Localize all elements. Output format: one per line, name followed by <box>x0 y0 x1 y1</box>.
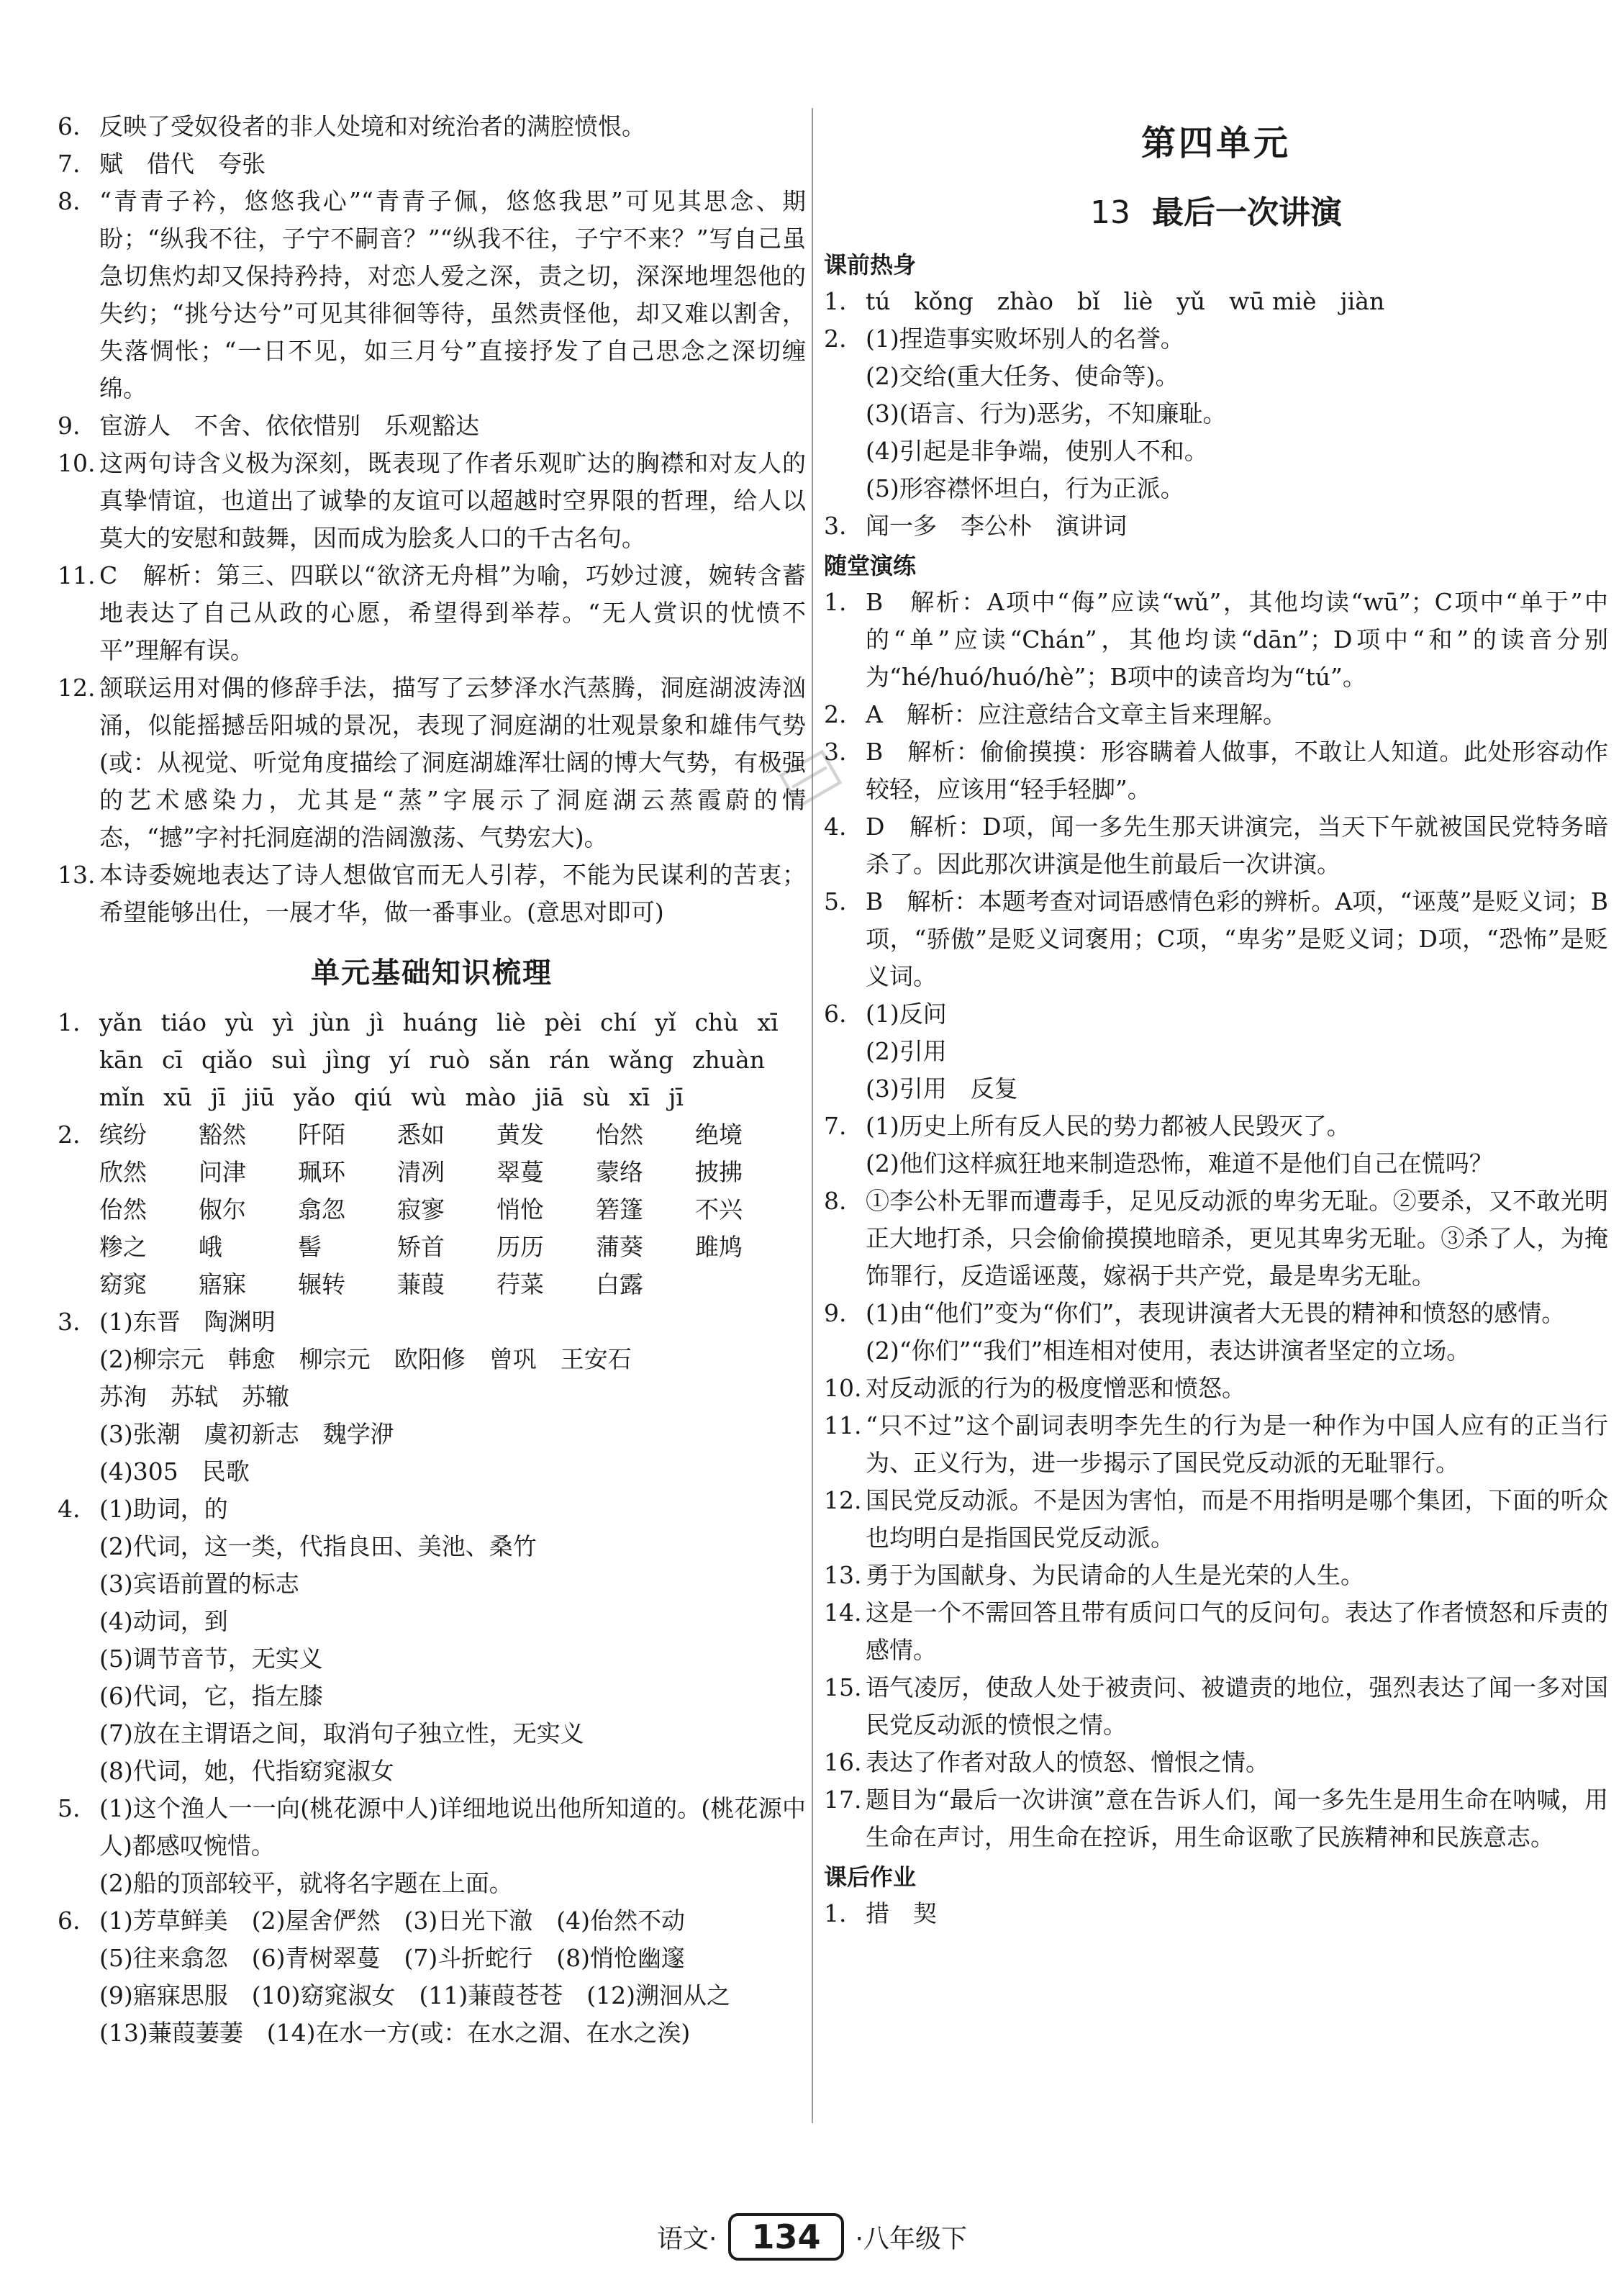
item-text: (1)助词，的 <box>99 1495 228 1523</box>
item-number: 2. <box>824 325 847 353</box>
pinyin-token: sù <box>582 1083 610 1111</box>
word-token: 清冽 <box>397 1158 445 1186</box>
word-token: 辗转 <box>298 1270 345 1298</box>
word-token: 糁之 <box>99 1233 147 1261</box>
item-text: (5)形容襟怀坦白，行为正派。 <box>866 474 1184 502</box>
item-text: (13)蒹葭萋萋 (14)在水一方(或：在水之湄、在水之涘) <box>99 2019 691 2047</box>
pinyin-token: mào <box>465 1083 517 1111</box>
item-text: B 解析：本题考查对词语感情色彩的辨析。A项，“诬蔑”是贬义词；B项，“骄傲”是贬义词褒用；C项，“卑劣”是贬义词；D项，“恐怖”是贬义词。 <box>866 887 1608 990</box>
item-text: (1)历史上所有反人民的势力都被人民毁灭了。 <box>866 1112 1351 1140</box>
answer-item <box>824 696 1608 733</box>
footer-grade: ·八年级下 <box>855 2224 967 2254</box>
item-number: 9. <box>58 412 81 440</box>
pinyin-token: jī <box>210 1083 226 1111</box>
item-text: (3)(语言、行为)恶劣，不知廉耻。 <box>866 399 1227 428</box>
answer-item <box>824 320 1608 507</box>
words-list <box>99 1116 806 1303</box>
answer-item <box>824 995 1608 1108</box>
footer-subject: 语文· <box>657 2224 717 2254</box>
answer-item <box>58 183 806 407</box>
answer-item <box>824 883 1608 995</box>
answer-item <box>58 557 806 669</box>
answer-item <box>824 1895 1608 1932</box>
item-text: 勇于为国献身、为民请命的人生是光荣的人生。 <box>866 1561 1364 1589</box>
word-token: 披拂 <box>695 1158 743 1186</box>
word-token: 窈窕 <box>99 1270 147 1298</box>
word-token: 峨 <box>199 1233 222 1261</box>
answer-item <box>58 407 806 445</box>
word-token: 蒹葭 <box>397 1270 445 1298</box>
item-number: 8. <box>58 187 81 215</box>
word-token: 缤纷 <box>99 1121 147 1149</box>
answer-item <box>58 1491 806 1790</box>
pinyin-token: jùn <box>312 1008 350 1036</box>
word-token: 寂寥 <box>397 1195 445 1224</box>
item-text: “青青子衿，悠悠我心”“青青子佩，悠悠我思”可见其思念、期盼；“纵我不往，子宁不嗣音？”“纵我不往，子宁不来？”写自己虽急切焦灼却又保持矜持，对恋人爱之深，责之切，深深地埋怨他的失约；“挑兮达兮”可见其徘徊等待，虽然责怪他，却又难以割舍，失落惆怅；“一日不见，如三月兮”直接抒发了自己思念之深切缠绵。 <box>99 187 806 402</box>
word-token: 白露 <box>596 1270 643 1298</box>
item-number: 11. <box>824 1411 862 1439</box>
item-text: (2)他们这样疯狂地来制造恐怖，难道不是他们自己在慌吗？ <box>866 1149 1493 1177</box>
word-token: 蒲葵 <box>596 1233 643 1261</box>
answer-item <box>824 733 1608 808</box>
pinyin-token: yǐ <box>655 1008 676 1036</box>
pinyin-token: liè <box>496 1008 526 1036</box>
item-text: (3)引用 反复 <box>866 1075 1018 1103</box>
item-text: (8)代词，她，代指窈窕淑女 <box>99 1757 394 1785</box>
item-text: (1)芳草鲜美 (2)屋舍俨然 (3)日光下澈 (4)佁然不动 <box>99 1907 685 1935</box>
item-text: 这是一个不需回答且带有质问口气的反问句。表达了作者愤怒和斥责的感情。 <box>866 1598 1608 1664</box>
item-text: (9)寤寐思服 (10)窈窕淑女 (11)蒹葭苍苍 (12)溯洄从之 <box>99 1981 730 2009</box>
answer-item <box>824 1594 1608 1669</box>
words-item <box>58 1116 806 1303</box>
pinyin-token: jiā <box>535 1083 564 1111</box>
pinyin-token: pèi <box>544 1008 582 1036</box>
left-column <box>58 108 806 2052</box>
item-number: 4. <box>824 813 847 841</box>
word-token: 俶尔 <box>199 1195 246 1224</box>
word-token: 黄发 <box>496 1121 544 1149</box>
pinyin-token: yí <box>389 1046 411 1074</box>
item-text: 苏洵 苏轼 苏辙 <box>99 1383 289 1411</box>
item-text: (3)张潮 虞初新志 魏学洢 <box>99 1420 394 1448</box>
pre-class-list <box>824 283 1608 545</box>
item-text: 反映了受奴役者的非人处境和对统治者的满腔愤恨。 <box>99 112 645 140</box>
item-number: 5. <box>824 887 847 915</box>
item-text: (2)船的顶部较平，就将名字题在上面。 <box>99 1869 513 1897</box>
item-number: 11. <box>58 561 96 589</box>
word-token: 箬篷 <box>596 1195 643 1224</box>
word-token: 寤寐 <box>199 1270 246 1298</box>
word-token: 雎鸠 <box>695 1233 743 1261</box>
item-text: 题目为“最后一次讲演”意在告诉人们，闻一多先生是用生命在呐喊，用生命在声讨，用生命在控诉，用生命讴歌了民族精神和民族意志。 <box>866 1786 1608 1851</box>
pinyin-token: wǎng <box>608 1046 674 1074</box>
item-text: 国民党反动派。不是因为害怕，而是不用指明是哪个集团，下面的听众也均明白是指国民党反动派。 <box>866 1486 1608 1552</box>
in-class-list <box>824 584 1608 1856</box>
item-number: 12. <box>58 674 96 702</box>
answer-item <box>824 1295 1608 1370</box>
item-text: 对反动派的行为的极度憎恶和愤怒。 <box>866 1374 1246 1402</box>
unit-title: 第四单元 <box>1140 123 1291 163</box>
subhead-after: 课后作业 <box>824 1863 917 1891</box>
item-number: 13. <box>58 861 96 889</box>
item-text: (4)动词，到 <box>99 1607 228 1635</box>
word-token: 矫首 <box>397 1233 445 1261</box>
item-number: 5. <box>58 1794 81 1822</box>
answer-item <box>824 808 1608 883</box>
item-number: 1. <box>824 588 847 616</box>
pinyin-token: jiū <box>244 1083 275 1111</box>
item-number: 13. <box>824 1561 862 1589</box>
lesson-number: 13 <box>1090 194 1130 231</box>
word-token: 不兴 <box>695 1195 743 1224</box>
item-number: 15. <box>824 1673 862 1701</box>
page-number: 134 <box>728 2213 843 2261</box>
pinyin-token: mǐn <box>99 1083 145 1111</box>
answer-item <box>824 584 1608 696</box>
pinyin-token: rán <box>549 1046 590 1074</box>
pinyin-token: chí <box>600 1008 637 1036</box>
item-number: 3. <box>824 512 847 540</box>
item-number: 6. <box>58 1907 81 1935</box>
answer-item <box>58 1902 806 2052</box>
word-token: 荇菜 <box>496 1270 544 1298</box>
item-text: (2)引用 <box>866 1037 947 1065</box>
item-text: ①李公朴无罪而遭毒手，足见反动派的卑劣无耻。②要杀，又不敢光明正大地打杀，只会偷偷摸摸地暗杀，更见其卑劣无耻。③杀了人，为掩饰罪行，反造谣诬蔑，嫁祸于共产党，最是卑劣无耻。 <box>866 1187 1608 1290</box>
pinyin-token: jī <box>668 1083 684 1111</box>
item-text: “只不过”这个副词表明李先生的行为是一种作为中国人应有的正当行为、正义行为，进一步揭示了国民党反动派的无耻罪行。 <box>866 1411 1608 1477</box>
item-text: 本诗委婉地表达了诗人想做官而无人引荐，不能为民谋利的苦衷；希望能够出仕，一展才华，做一番事业。(意思对即可) <box>99 861 806 926</box>
item-text: (6)代词，它，指左膝 <box>99 1682 323 1710</box>
pinyin-token: sǎn <box>489 1046 531 1074</box>
answer-item <box>824 1669 1608 1744</box>
word-token: 髻 <box>298 1233 322 1261</box>
answer-item <box>58 856 806 931</box>
answer-list-a <box>58 108 806 931</box>
answer-list-b <box>58 1303 806 2052</box>
answer-item <box>824 507 1608 545</box>
item-text: (5)往来翕忽 (6)青树翠蔓 (7)斗折蛇行 (8)悄怆幽邃 <box>99 1944 685 1972</box>
item-text: D 解析：D项，闻一多先生那天讲演完，当天下午就被国民党特务暗杀了。因此那次讲演是他生前最后一次讲演。 <box>866 813 1608 878</box>
word-token: 翕忽 <box>298 1195 345 1224</box>
answer-item <box>58 108 806 145</box>
word-token: 佁然 <box>99 1195 147 1224</box>
answer-item <box>58 669 806 856</box>
pinyin-token: qiú <box>354 1083 392 1111</box>
answer-item <box>824 1557 1608 1594</box>
item-text: (1)由“他们”变为“你们”，表现讲演者大无畏的精神和愤怒的感情。 <box>866 1299 1566 1327</box>
item-number: 1. <box>824 1899 847 1927</box>
column-divider <box>812 108 813 2123</box>
answer-item <box>58 1790 806 1902</box>
item-number: 16. <box>824 1748 862 1776</box>
word-token: 欣然 <box>99 1158 147 1186</box>
answer-item <box>58 445 806 557</box>
item-number: 10. <box>58 449 96 477</box>
item-number: 2. <box>824 700 847 728</box>
item-number: 2. <box>58 1121 81 1149</box>
pinyin-item <box>58 1004 806 1116</box>
item-number: 14. <box>824 1598 862 1627</box>
item-number: 3. <box>58 1308 81 1336</box>
item-number: 17. <box>824 1786 862 1814</box>
item-text: (4)305 民歌 <box>99 1457 250 1485</box>
item-number: 1. <box>824 287 847 315</box>
pinyin-token: ruò <box>429 1046 471 1074</box>
page-footer <box>0 2213 1624 2261</box>
word-token: 悉如 <box>397 1121 445 1149</box>
item-number: 6. <box>58 112 81 140</box>
item-number: 3. <box>824 738 847 766</box>
item-text: 这两句诗含义极为深刻，既表现了作者乐观旷达的胸襟和对友人的真挚情谊，也道出了诚挚的友谊可以超越时空界限的哲理，给人以莫大的安慰和鼓舞，因而成为脍炙人口的千古名句。 <box>99 449 806 552</box>
item-text: (4)引起是非争端，使别人不和。 <box>866 437 1208 465</box>
item-text: (2)柳宗元 韩愈 柳宗元 欧阳修 曾巩 王安石 <box>99 1345 632 1373</box>
pinyin-token: zhuàn <box>692 1046 765 1074</box>
word-token: 阡陌 <box>298 1121 345 1149</box>
answer-item <box>824 1482 1608 1557</box>
pinyin-token: cī <box>161 1046 183 1074</box>
item-text: 赋 借代 夸张 <box>99 150 266 178</box>
pinyin-token: xū <box>163 1083 192 1111</box>
answer-item <box>58 1303 806 1491</box>
pinyin-token: huáng <box>402 1008 478 1036</box>
answer-item <box>824 283 1608 320</box>
word-token: 珮环 <box>298 1158 345 1186</box>
item-text: (2)交给(重大任务、使命等)。 <box>866 362 1179 390</box>
item-text: (1)东晋 陶渊明 <box>99 1308 276 1336</box>
item-number: 7. <box>824 1112 847 1140</box>
item-text: (1)这个渔人一一向(桃花源中人)详细地说出他所知道的。(桃花源中人)都感叹惋惜。 <box>99 1794 806 1860</box>
section-title: 单元基础知识梳理 <box>311 956 553 990</box>
item-text: 措 契 <box>866 1899 937 1927</box>
pinyin-list <box>99 1004 806 1116</box>
item-text: (2)代词，这一类，代指良田、美池、桑竹 <box>99 1532 537 1560</box>
item-text: 宦游人 不舍、依依惜别 乐观豁达 <box>99 412 479 440</box>
pinyin-token: yǎo <box>293 1083 336 1111</box>
answer-item <box>824 1744 1608 1781</box>
pinyin-token: chù <box>694 1008 739 1036</box>
item-number: 4. <box>58 1495 81 1523</box>
answer-item <box>58 145 806 183</box>
lesson-title <box>824 186 1608 232</box>
right-column <box>824 108 1608 1932</box>
word-token: 蒙络 <box>596 1158 643 1186</box>
item-text: (5)调节音节，无实义 <box>99 1645 323 1673</box>
item-text: B 解析：A项中“侮”应读“wǔ”，其他均读“wū”；C项中“单于”中的“单”应读“Chán”，其他均读“dān”；D项中“和”的读音分别为“hé/huó/huó/hè”；B项中的读音均为“tú”。 <box>866 588 1608 691</box>
item-number: 9. <box>824 1299 847 1327</box>
subhead-class: 随堂演练 <box>824 552 917 579</box>
pinyin-token: xī <box>628 1083 650 1111</box>
word-token: 历历 <box>496 1233 544 1261</box>
answer-item <box>824 1781 1608 1856</box>
pinyin-token: suì <box>271 1046 307 1074</box>
item-text: 闻一多 李公朴 演讲词 <box>866 512 1127 540</box>
word-token: 悄怆 <box>496 1195 544 1224</box>
item-text: (2)“你们”“我们”相连相对使用，表达讲演者坚定的立场。 <box>866 1337 1471 1365</box>
answer-item <box>824 1370 1608 1407</box>
item-text: tú kǒng zhào bǐ liè yǔ wū miè jiàn <box>866 287 1385 315</box>
item-number: 10. <box>824 1374 862 1402</box>
item-number: 12. <box>824 1486 862 1514</box>
item-text: (7)放在主谓语之间，取消句子独立性，无实义 <box>99 1719 584 1747</box>
item-text: (1)反问 <box>866 1000 947 1028</box>
item-text: C 解析：第三、四联以“欲济无舟楫”为喻，巧妙过渡，婉转含蓄地表达了自己从政的心愿，希望得到举荐。“无人赏识的忧愤不平”理解有误。 <box>99 561 806 664</box>
pinyin-token: wù <box>410 1083 447 1111</box>
word-token: 怡然 <box>596 1121 643 1149</box>
answer-item <box>824 1407 1608 1482</box>
item-number: 8. <box>824 1187 847 1215</box>
pinyin-token: xī <box>757 1008 779 1036</box>
pinyin-token: yù <box>224 1008 254 1036</box>
pinyin-token: tiáo <box>160 1008 207 1036</box>
item-text: (3)宾语前置的标志 <box>99 1570 299 1598</box>
pinyin-token: qiǎo <box>201 1046 253 1074</box>
item-text: 语气凌厉，使敌人处于被责问、被谴责的地位，强烈表达了闻一多对国民党反动派的愤恨之情。 <box>866 1673 1608 1739</box>
lesson-name: 最后一次讲演 <box>1152 194 1342 231</box>
word-token: 翠蔓 <box>496 1158 544 1186</box>
subhead-pre: 课前热身 <box>824 251 917 279</box>
pinyin-token: yǎn <box>99 1008 142 1036</box>
item-text: 颔联运用对偶的修辞手法，描写了云梦泽水汽蒸腾，洞庭湖波涛汹涌，似能摇撼岳阳城的景况，表现了洞庭湖的壮观景象和雄伟气势(或：从视觉、听觉角度描绘了洞庭湖雄浑壮阔的博大气势，有极强的艺术感染力，尤其是“蒸”字展示了洞庭湖云蒸霞蔚的情态，“撼”字衬托洞庭湖的浩阔激荡、气势宏大)。 <box>99 674 806 851</box>
item-number: 1. <box>58 1008 81 1036</box>
word-token: 问津 <box>199 1158 246 1186</box>
answer-item <box>824 1182 1608 1295</box>
answer-item <box>824 1108 1608 1182</box>
after-class-list <box>824 1895 1608 1932</box>
pinyin-token: jìng <box>325 1046 371 1074</box>
item-number: 6. <box>824 1000 847 1028</box>
item-text: (1)捏造事实败坏别人的名誉。 <box>866 325 1184 353</box>
item-text: A 解析：应注意结合文章主旨来理解。 <box>866 700 1287 728</box>
pinyin-token: yì <box>272 1008 294 1036</box>
pinyin-token: kān <box>99 1046 143 1074</box>
item-text: B 解析：偷偷摸摸：形容瞒着人做事，不敢让人知道。此处形容动作较轻，应该用“轻手轻脚”。 <box>866 738 1608 803</box>
pinyin-token: jì <box>368 1008 384 1036</box>
word-token: 绝境 <box>695 1121 743 1149</box>
item-number: 7. <box>58 150 81 178</box>
item-text: 表达了作者对敌人的愤怒、憎恨之情。 <box>866 1748 1269 1776</box>
word-token: 豁然 <box>199 1121 246 1149</box>
